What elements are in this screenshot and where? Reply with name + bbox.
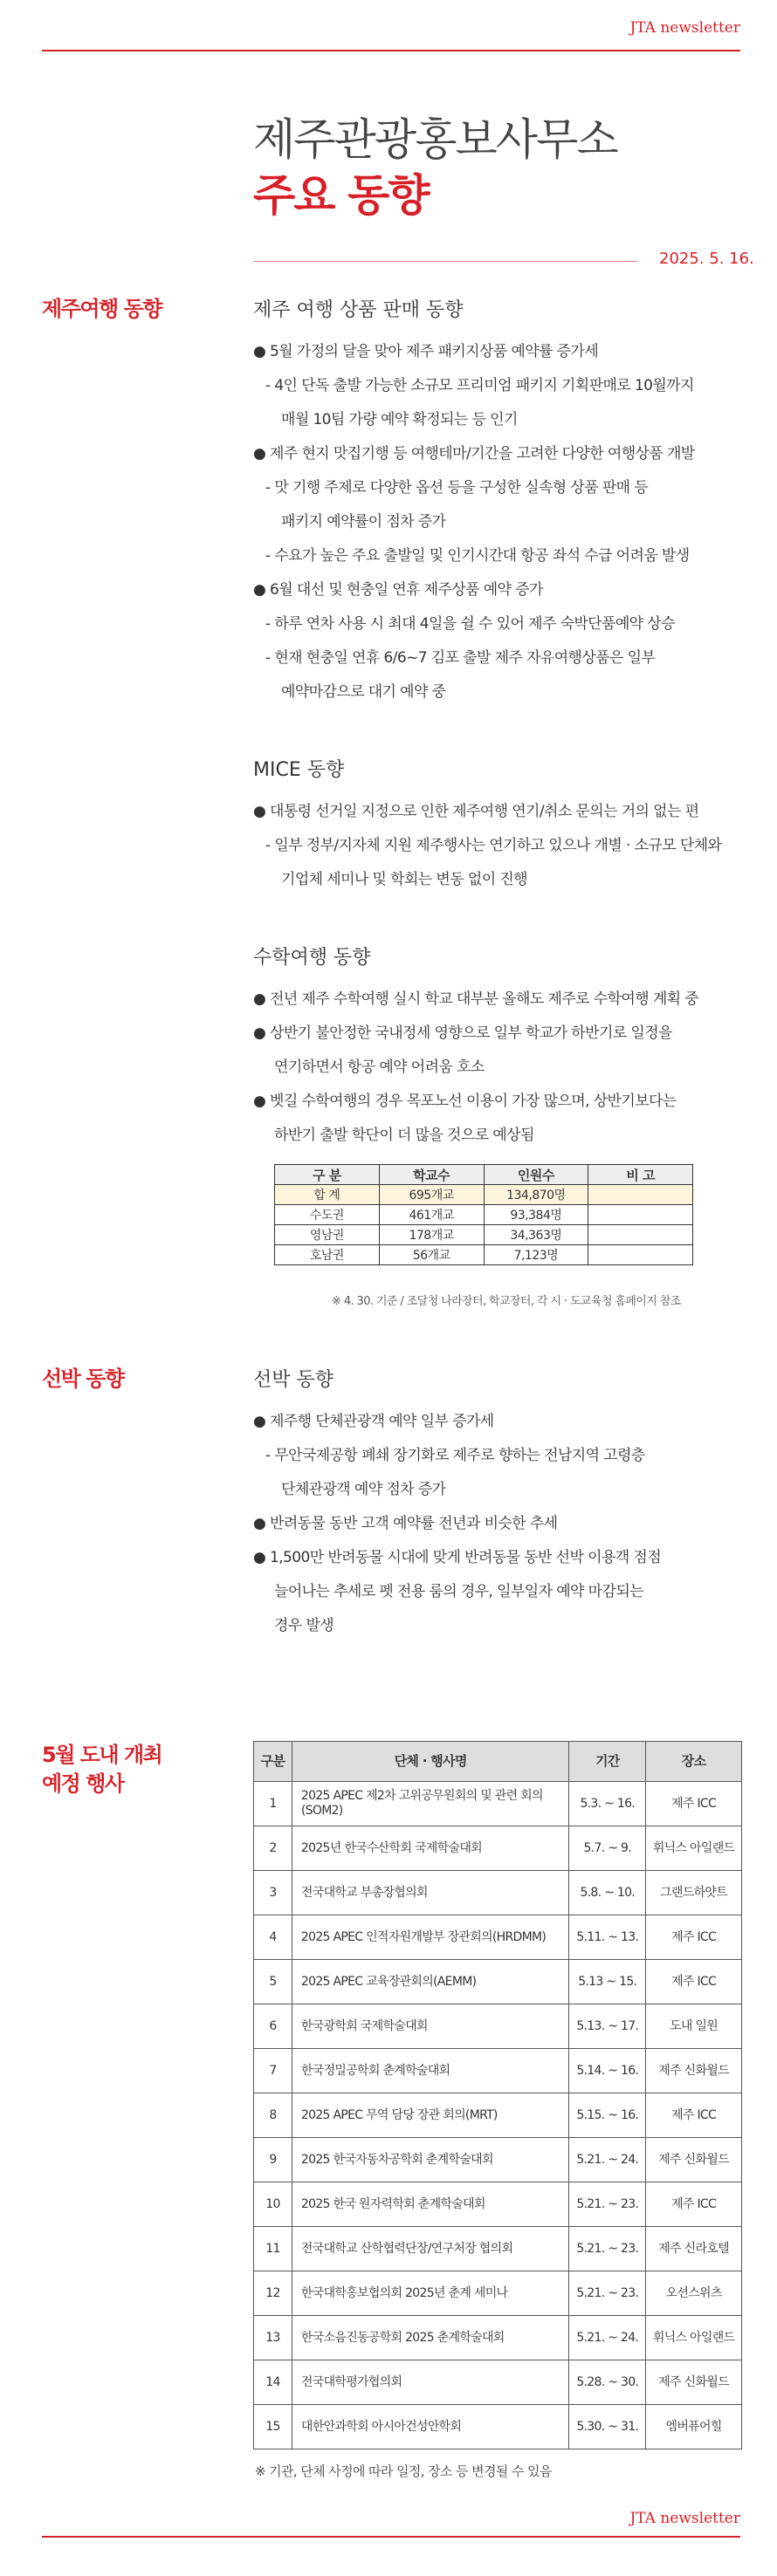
event-venue: 그랜드하얏트 bbox=[646, 1871, 742, 1915]
bullet: ● 반려동물 동반 고객 예약률 전년과 비슷한 추세 bbox=[253, 1515, 558, 1532]
events-header-cell: 장소 bbox=[646, 1742, 742, 1782]
heading-ship: 선박 동향 bbox=[253, 1369, 334, 1391]
event-no: 4 bbox=[254, 1915, 292, 1960]
event-name: 2025 APEC 교육장관회의(AEMM) bbox=[292, 1960, 568, 2004]
sub-item: - 4인 단독 출발 가능한 소규모 프리미엄 패키지 기획판매로 10월까지 bbox=[265, 377, 694, 394]
table-cell: 695개교 bbox=[379, 1185, 484, 1205]
event-name: 한국소음진동공학회 2025 춘계학술대회 bbox=[292, 2316, 568, 2360]
table-cell: 수도권 bbox=[275, 1205, 380, 1225]
section-label-events-line1: 5월 도내 개최 bbox=[42, 1743, 162, 1767]
sub-item: - 무안국제공항 폐쇄 장기화로 제주로 향하는 전남지역 고령층 bbox=[265, 1447, 645, 1464]
table-cell: 7,123명 bbox=[484, 1245, 588, 1265]
events-row bbox=[254, 1782, 742, 1826]
event-venue: 휘닉스 아일랜드 bbox=[646, 2316, 742, 2360]
table-cell: 93,384명 bbox=[484, 1205, 588, 1225]
event-no: 8 bbox=[254, 2093, 292, 2138]
sub-item-cont: 패키지 예약률이 점차 증가 bbox=[281, 513, 446, 531]
event-venue: 휘닉스 아일랜드 bbox=[646, 1826, 742, 1871]
event-period: 5.7. ~ 9. bbox=[569, 1826, 646, 1871]
events-row bbox=[254, 1960, 742, 2004]
event-period: 5.14. ~ 16. bbox=[569, 2049, 646, 2093]
table-cell: 호남권 bbox=[275, 1245, 380, 1265]
events-row bbox=[254, 1826, 742, 1871]
events-header-cell: 구분 bbox=[254, 1742, 292, 1782]
school-trip-table bbox=[274, 1164, 693, 1265]
table-cell: 56개교 bbox=[379, 1245, 484, 1265]
event-no: 1 bbox=[254, 1782, 292, 1826]
sub-item: - 맛 기행 주제로 다양한 옵션 등을 구성한 실속형 상품 판매 등 bbox=[265, 479, 649, 497]
event-no: 15 bbox=[254, 2405, 292, 2449]
events-row bbox=[254, 1915, 742, 1960]
events-header-cell: 단체 · 행사명 bbox=[292, 1742, 568, 1782]
date-rule bbox=[253, 261, 637, 262]
event-no: 5 bbox=[254, 1960, 292, 2004]
bullet: ● 벳길 수학여행의 경우 목포노선 이용이 가장 많으며, 상반기보다는 bbox=[253, 1093, 677, 1110]
event-period: 5.3. ~ 16. bbox=[569, 1782, 646, 1826]
table-cell: 영남권 bbox=[275, 1225, 380, 1245]
heading-package-sales: 제주 여행 상품 판매 동향 bbox=[253, 299, 464, 321]
event-venue: 오션스위츠 bbox=[646, 2271, 742, 2316]
footer-rule bbox=[42, 2536, 740, 2538]
events-row bbox=[254, 2138, 742, 2182]
event-no: 3 bbox=[254, 1871, 292, 1915]
event-no: 13 bbox=[254, 2316, 292, 2360]
table-cell: 합 계 bbox=[275, 1185, 380, 1205]
table-cell bbox=[588, 1205, 693, 1225]
header-rule bbox=[42, 50, 740, 51]
event-venue: 제주 ICC bbox=[646, 1960, 742, 2004]
event-period: 5.11. ~ 13. bbox=[569, 1915, 646, 1960]
event-venue: 제주 ICC bbox=[646, 1915, 742, 1960]
section-label-ship: 선박 동향 bbox=[42, 1367, 124, 1391]
bullet-cont: 늘어나는 추세로 펫 전용 룸의 경우, 일부일자 예약 마감되는 bbox=[274, 1583, 643, 1600]
events-header-cell: 기간 bbox=[569, 1742, 646, 1782]
events-row bbox=[254, 2182, 742, 2227]
event-no: 7 bbox=[254, 2049, 292, 2093]
event-period: 5.30. ~ 31. bbox=[569, 2405, 646, 2449]
sub-item-cont: 예약마감으로 대기 예약 중 bbox=[281, 683, 446, 701]
section-label-jeju-travel: 제주여행 동향 bbox=[42, 297, 162, 321]
event-no: 6 bbox=[254, 2004, 292, 2049]
bullet: ● 제주 현지 맛집기행 등 여행테마/기간을 고려한 다양한 여행상품 개발 bbox=[253, 445, 695, 462]
event-venue: 제주 신화월드 bbox=[646, 2138, 742, 2182]
table-cell bbox=[588, 1185, 693, 1205]
event-name: 2025 APEC 제2차 고위공무원회의 및 관련 회의(SOM2) bbox=[292, 1782, 568, 1826]
event-name: 2025 APEC 인적자원개발부 장관회의(HRDMM) bbox=[292, 1915, 568, 1960]
event-venue: 제주 ICC bbox=[646, 2093, 742, 2138]
event-period: 5.21. ~ 23. bbox=[569, 2182, 646, 2227]
bullet: ● 제주행 단체관광객 예약 일부 증가세 bbox=[253, 1413, 494, 1430]
bullet: ● 5월 가정의 달을 맞아 제주 패키지상품 예약률 증가세 bbox=[253, 343, 599, 360]
bullet: ● 1,500만 반려동물 시대에 맞게 반려동물 동반 선박 이용객 점점 bbox=[253, 1549, 662, 1566]
event-period: 5.15. ~ 16. bbox=[569, 2093, 646, 2138]
event-name: 전국대학교 부총장협의회 bbox=[292, 1871, 568, 1915]
table-row bbox=[275, 1245, 693, 1265]
table-row bbox=[275, 1205, 693, 1225]
event-venue: 제주 신라호텔 bbox=[646, 2227, 742, 2271]
event-period: 5.21. ~ 23. bbox=[569, 2227, 646, 2271]
event-name: 2025년 한국수산학회 국제학술대회 bbox=[292, 1826, 568, 1871]
bullet: ● 상반기 불안정한 국내정세 영향으로 일부 학교가 하반기로 일정을 bbox=[253, 1024, 672, 1042]
section-label-events bbox=[42, 1741, 162, 1798]
table-cell bbox=[588, 1225, 693, 1245]
table-cell: 178개교 bbox=[379, 1225, 484, 1245]
table-header-cell: 구 분 bbox=[275, 1165, 380, 1185]
bullet: ● 대통령 선거일 지정으로 인한 제주여행 연기/취소 문의는 거의 없는 편 bbox=[253, 803, 699, 820]
sub-item: - 현재 현충일 연휴 6/6~7 김포 출발 제주 자유여행상품은 일부 bbox=[265, 649, 656, 667]
bullet-cont: 연기하면서 항공 예약 어려움 호소 bbox=[274, 1058, 485, 1076]
sub-item: - 하루 연차 사용 시 최대 4일을 쉴 수 있어 제주 숙박단품예약 상승 bbox=[265, 615, 675, 633]
newsletter-header: JTA newsletter bbox=[629, 19, 740, 37]
events-note: ※ 기관, 단체 사정에 따라 일정, 장소 등 변경될 수 있음 bbox=[255, 2463, 552, 2479]
event-no: 11 bbox=[254, 2227, 292, 2271]
event-no: 10 bbox=[254, 2182, 292, 2227]
table-header-row bbox=[275, 1165, 693, 1185]
sub-item-cont: 단체관광객 예약 점차 증가 bbox=[281, 1481, 446, 1498]
table-header-cell: 인원수 bbox=[484, 1165, 588, 1185]
sub-item: - 일부 정부/지자체 지원 제주행사는 연기하고 있으나 개별 · 소규모 단체와 bbox=[265, 837, 722, 854]
bullet-cont: 하반기 출발 학단이 더 많을 것으로 예상됨 bbox=[274, 1127, 534, 1144]
table-source-note: ※ 4. 30. 기준 / 조달청 나라장터, 학교장터, 각 시 · 도교육청 홈페이지 참조 bbox=[332, 1295, 681, 1308]
bullet: ● 6월 대선 및 현충일 연휴 제주상품 예약 증가 bbox=[253, 581, 543, 599]
table-row bbox=[275, 1225, 693, 1245]
event-venue: 제주 ICC bbox=[646, 2182, 742, 2227]
events-row bbox=[254, 1871, 742, 1915]
event-venue: 제주 신화월드 bbox=[646, 2049, 742, 2093]
heading-mice: MICE 동향 bbox=[253, 759, 345, 781]
table-cell: 34,363명 bbox=[484, 1225, 588, 1245]
table-row bbox=[275, 1185, 693, 1205]
event-name: 2025 한국 원자력학회 춘계학술대회 bbox=[292, 2182, 568, 2227]
event-period: 5.13 ~ 15. bbox=[569, 1960, 646, 2004]
event-period: 5.21. ~ 24. bbox=[569, 2138, 646, 2182]
event-name: 한국광학회 국제학술대회 bbox=[292, 2004, 568, 2049]
issue-date: 2025. 5. 16. bbox=[659, 250, 754, 268]
event-period: 5.13. ~ 17. bbox=[569, 2004, 646, 2049]
events-row bbox=[254, 2049, 742, 2093]
sub-item-cont: 매월 10팀 가량 예약 확정되는 등 인기 bbox=[281, 411, 518, 428]
section-label-events-line2: 예정 행사 bbox=[42, 1771, 124, 1796]
event-name: 한국대학홍보협의회 2025년 춘계 세미나 bbox=[292, 2271, 568, 2316]
event-no: 12 bbox=[254, 2271, 292, 2316]
events-row bbox=[254, 2271, 742, 2316]
event-name: 대한안과학회 아시아건성안학회 bbox=[292, 2405, 568, 2449]
event-no: 9 bbox=[254, 2138, 292, 2182]
event-period: 5.8. ~ 10. bbox=[569, 1871, 646, 1915]
event-period: 5.28. ~ 30. bbox=[569, 2360, 646, 2405]
events-row bbox=[254, 2316, 742, 2360]
events-row bbox=[254, 2405, 742, 2449]
table-cell: 134,870명 bbox=[484, 1185, 588, 1205]
heading-school-trip: 수학여행 동향 bbox=[253, 947, 371, 969]
event-venue: 엠버퓨어힐 bbox=[646, 2405, 742, 2449]
event-venue: 제주 신화월드 bbox=[646, 2360, 742, 2405]
newsletter-footer: JTA newsletter bbox=[629, 2510, 740, 2527]
events-row bbox=[254, 2004, 742, 2049]
event-name: 2025 한국자동차공학회 춘계학술대회 bbox=[292, 2138, 568, 2182]
table-cell: 461개교 bbox=[379, 1205, 484, 1225]
page-subtitle: 주요 동향 bbox=[253, 170, 429, 221]
table-header-cell: 비 고 bbox=[588, 1165, 693, 1185]
events-row bbox=[254, 2227, 742, 2271]
events-table bbox=[253, 1741, 742, 2449]
event-name: 2025 APEC 무역 담당 장관 회의(MRT) bbox=[292, 2093, 568, 2138]
event-period: 5.21. ~ 24. bbox=[569, 2316, 646, 2360]
bullet: ● 전년 제주 수학여행 실시 학교 대부분 올해도 제주로 수학여행 계획 중 bbox=[253, 990, 699, 1008]
table-header-cell: 학교수 bbox=[379, 1165, 484, 1185]
bullet-cont: 경우 발생 bbox=[274, 1617, 334, 1634]
events-row bbox=[254, 2360, 742, 2405]
events-row bbox=[254, 2093, 742, 2138]
table-cell bbox=[588, 1245, 693, 1265]
event-no: 2 bbox=[254, 1826, 292, 1871]
sub-item-cont: 기업체 세미나 및 학회는 변동 없이 진행 bbox=[281, 871, 527, 888]
event-name: 한국정밀공학회 춘계학술대회 bbox=[292, 2049, 568, 2093]
event-name: 전국대학교 산학협력단장/연구처장 협의회 bbox=[292, 2227, 568, 2271]
event-venue: 도내 일원 bbox=[646, 2004, 742, 2049]
event-venue: 제주 ICC bbox=[646, 1782, 742, 1826]
page-title: 제주관광홍보사무소 bbox=[253, 114, 617, 165]
sub-item: - 수요가 높은 주요 출발일 및 인기시간대 항공 좌석 수급 어려움 발생 bbox=[265, 547, 690, 565]
events-header-row bbox=[254, 1742, 742, 1782]
event-no: 14 bbox=[254, 2360, 292, 2405]
event-name: 전국대학평가협의회 bbox=[292, 2360, 568, 2405]
event-period: 5.21. ~ 23. bbox=[569, 2271, 646, 2316]
